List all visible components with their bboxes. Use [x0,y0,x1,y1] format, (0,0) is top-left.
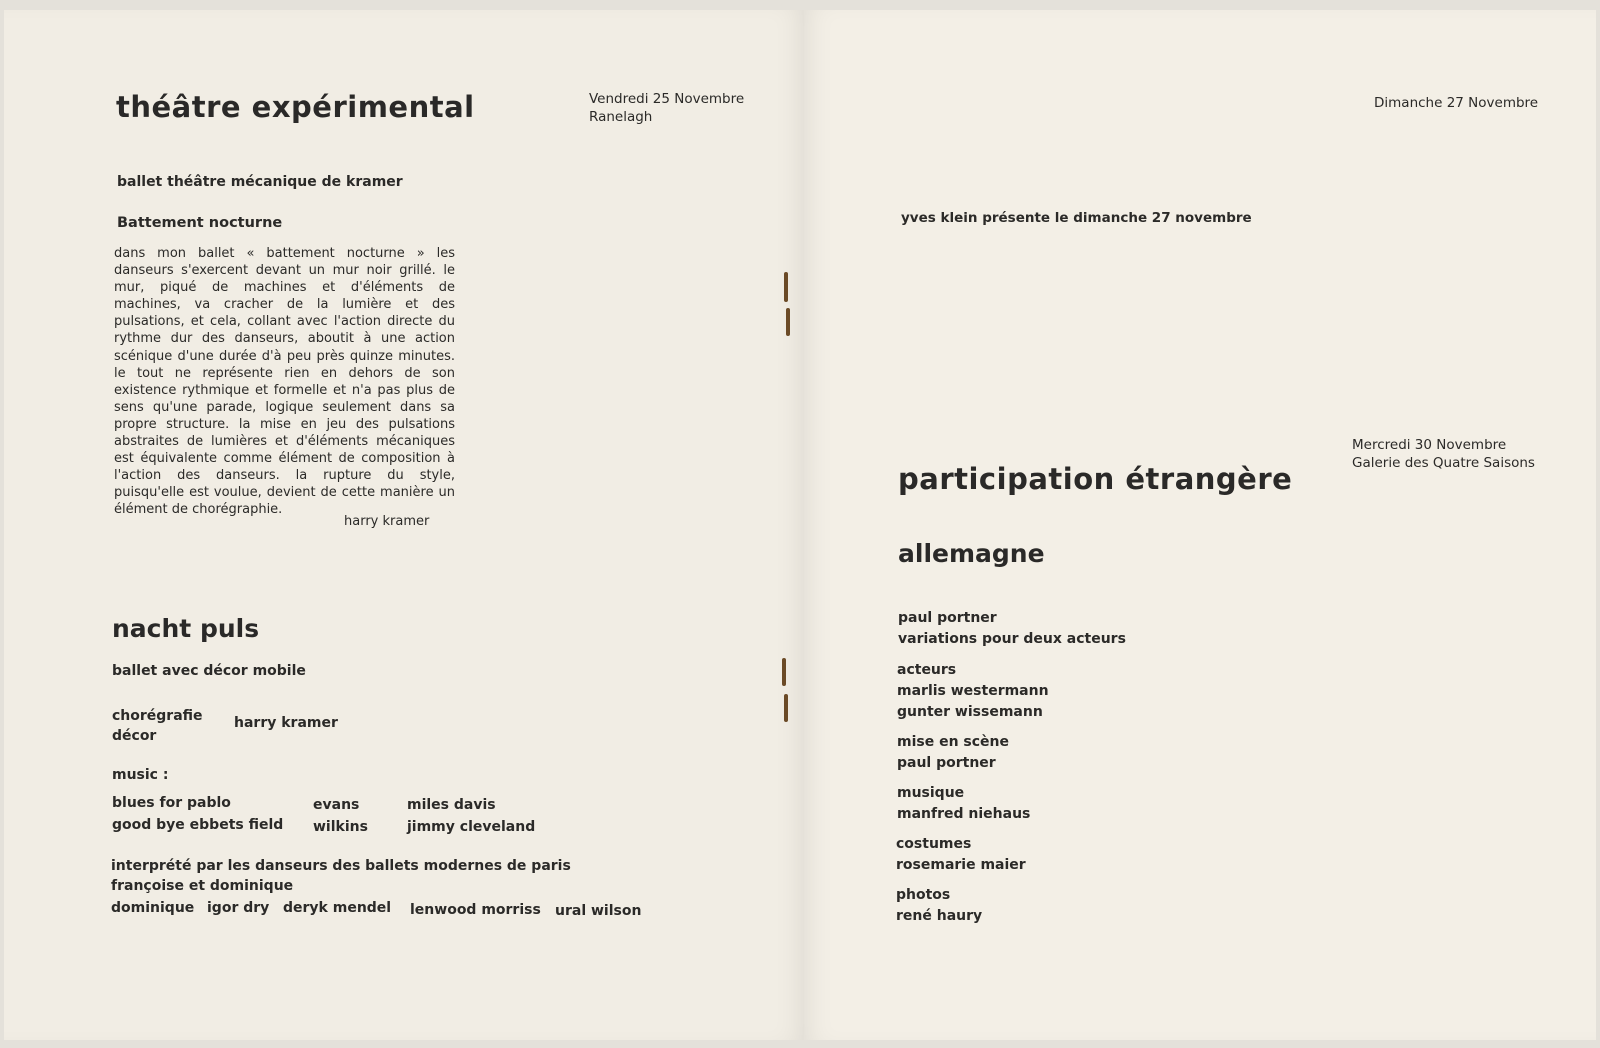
credit-label-choreography: chorégrafie [112,708,203,724]
credit-block [898,608,1126,650]
credit-value: rené haury [896,908,983,924]
signature: harry kramer [344,514,430,529]
credit-block [897,732,1009,774]
music-arranger: wilkins [313,819,368,835]
credit-value: harry kramer [234,715,338,731]
music-title: blues for pablo [112,795,231,811]
credit-label: musique [897,785,965,801]
music-title: good bye ebbets field [112,817,284,833]
page-title: théâtre expérimental [116,90,475,124]
ballet-description: dans mon ballet « battement nocturne » les danseurs s'exercent devant un mur noir grillé. le mur, piqué de machines et d'éléments de machines, va cracher de la lumière et des pulsations, et cela, collant avec l'action directe du rythme dur des danseurs, aboutit à une action scénique d'une durée d'à peu près quinze minutes. le tout ne représente rien en dehors de son existence rythmique et formelle et n'a pas plus de sens qu'une parade, logique seulement dans sa propre structure. la mise en jeu des pulsations abstraites de lumières et d'éléments mécaniques est équivalente comme élément de composition à l'action des danseurs. la rupture du style, puisqu'elle est voulue, devient de cette manière un élément de chorégraphie. [114,246,455,518]
event-date-2 [1352,436,1535,472]
dancer-name: deryk mendel [283,900,392,916]
section-title: participation étrangère [898,462,1293,496]
event-date [589,90,744,126]
staple [784,272,788,302]
dancer-name: igor dry [207,900,270,916]
event-date-day: Mercredi 30 Novembre [1352,437,1507,453]
credit-value: paul portner [897,755,996,771]
event-venue: Galerie des Quatre Saisons [1352,455,1535,471]
music-artists [407,794,535,838]
music-titles [112,792,283,836]
music-label: music : [112,767,169,783]
music-artist: miles davis [407,797,496,813]
announcement: yves klein présente le dimanche 27 novembre [901,210,1252,226]
credit-block [896,834,1026,876]
event-date-day: Vendredi 25 Novembre [589,91,745,107]
event-date: Dimanche 27 Novembre [1374,95,1539,111]
credit-value: manfred niehaus [897,806,1031,822]
credit-label: photos [896,887,951,903]
section-subtitle-2: ballet avec décor mobile [112,663,306,679]
performers-line: interprété par les danseurs des ballets modernes de paris [111,858,571,874]
credit-labels [112,706,203,746]
booklet-spread [4,10,1596,1040]
section-title: nacht puls [112,614,260,643]
credit-label: costumes [896,836,972,852]
credit-block [896,885,982,927]
section-subtitle: ballet théâtre mécanique de kramer [117,174,403,190]
dancer-name: dominique [111,900,195,916]
credit-label: paul portner [898,610,997,626]
dancer-name: ural wilson [555,903,642,919]
music-arranger: evans [313,797,360,813]
staple [786,308,790,336]
staple [784,694,788,722]
country-heading: allemagne [898,539,1045,568]
credit-label-decor: décor [112,728,157,744]
credit-block [897,660,1049,723]
staple [782,658,786,686]
event-venue: Ranelagh [589,109,653,125]
credit-value: marlis westermann [897,683,1049,699]
credit-label: acteurs [897,662,957,678]
music-arrangers [313,794,368,838]
right-page [804,10,1596,1040]
dancer-name: lenwood morriss [410,902,541,918]
work-title: Battement nocturne [117,215,283,231]
credit-value: variations pour deux acteurs [898,631,1126,647]
credit-value: rosemarie maier [896,857,1026,873]
left-page [4,10,804,1040]
music-artist: jimmy cleveland [407,819,536,835]
credit-label: mise en scène [897,734,1010,750]
credit-block [897,783,1030,825]
credit-value: gunter wissemann [897,704,1043,720]
performers-line-2: françoise et dominique [111,878,294,894]
